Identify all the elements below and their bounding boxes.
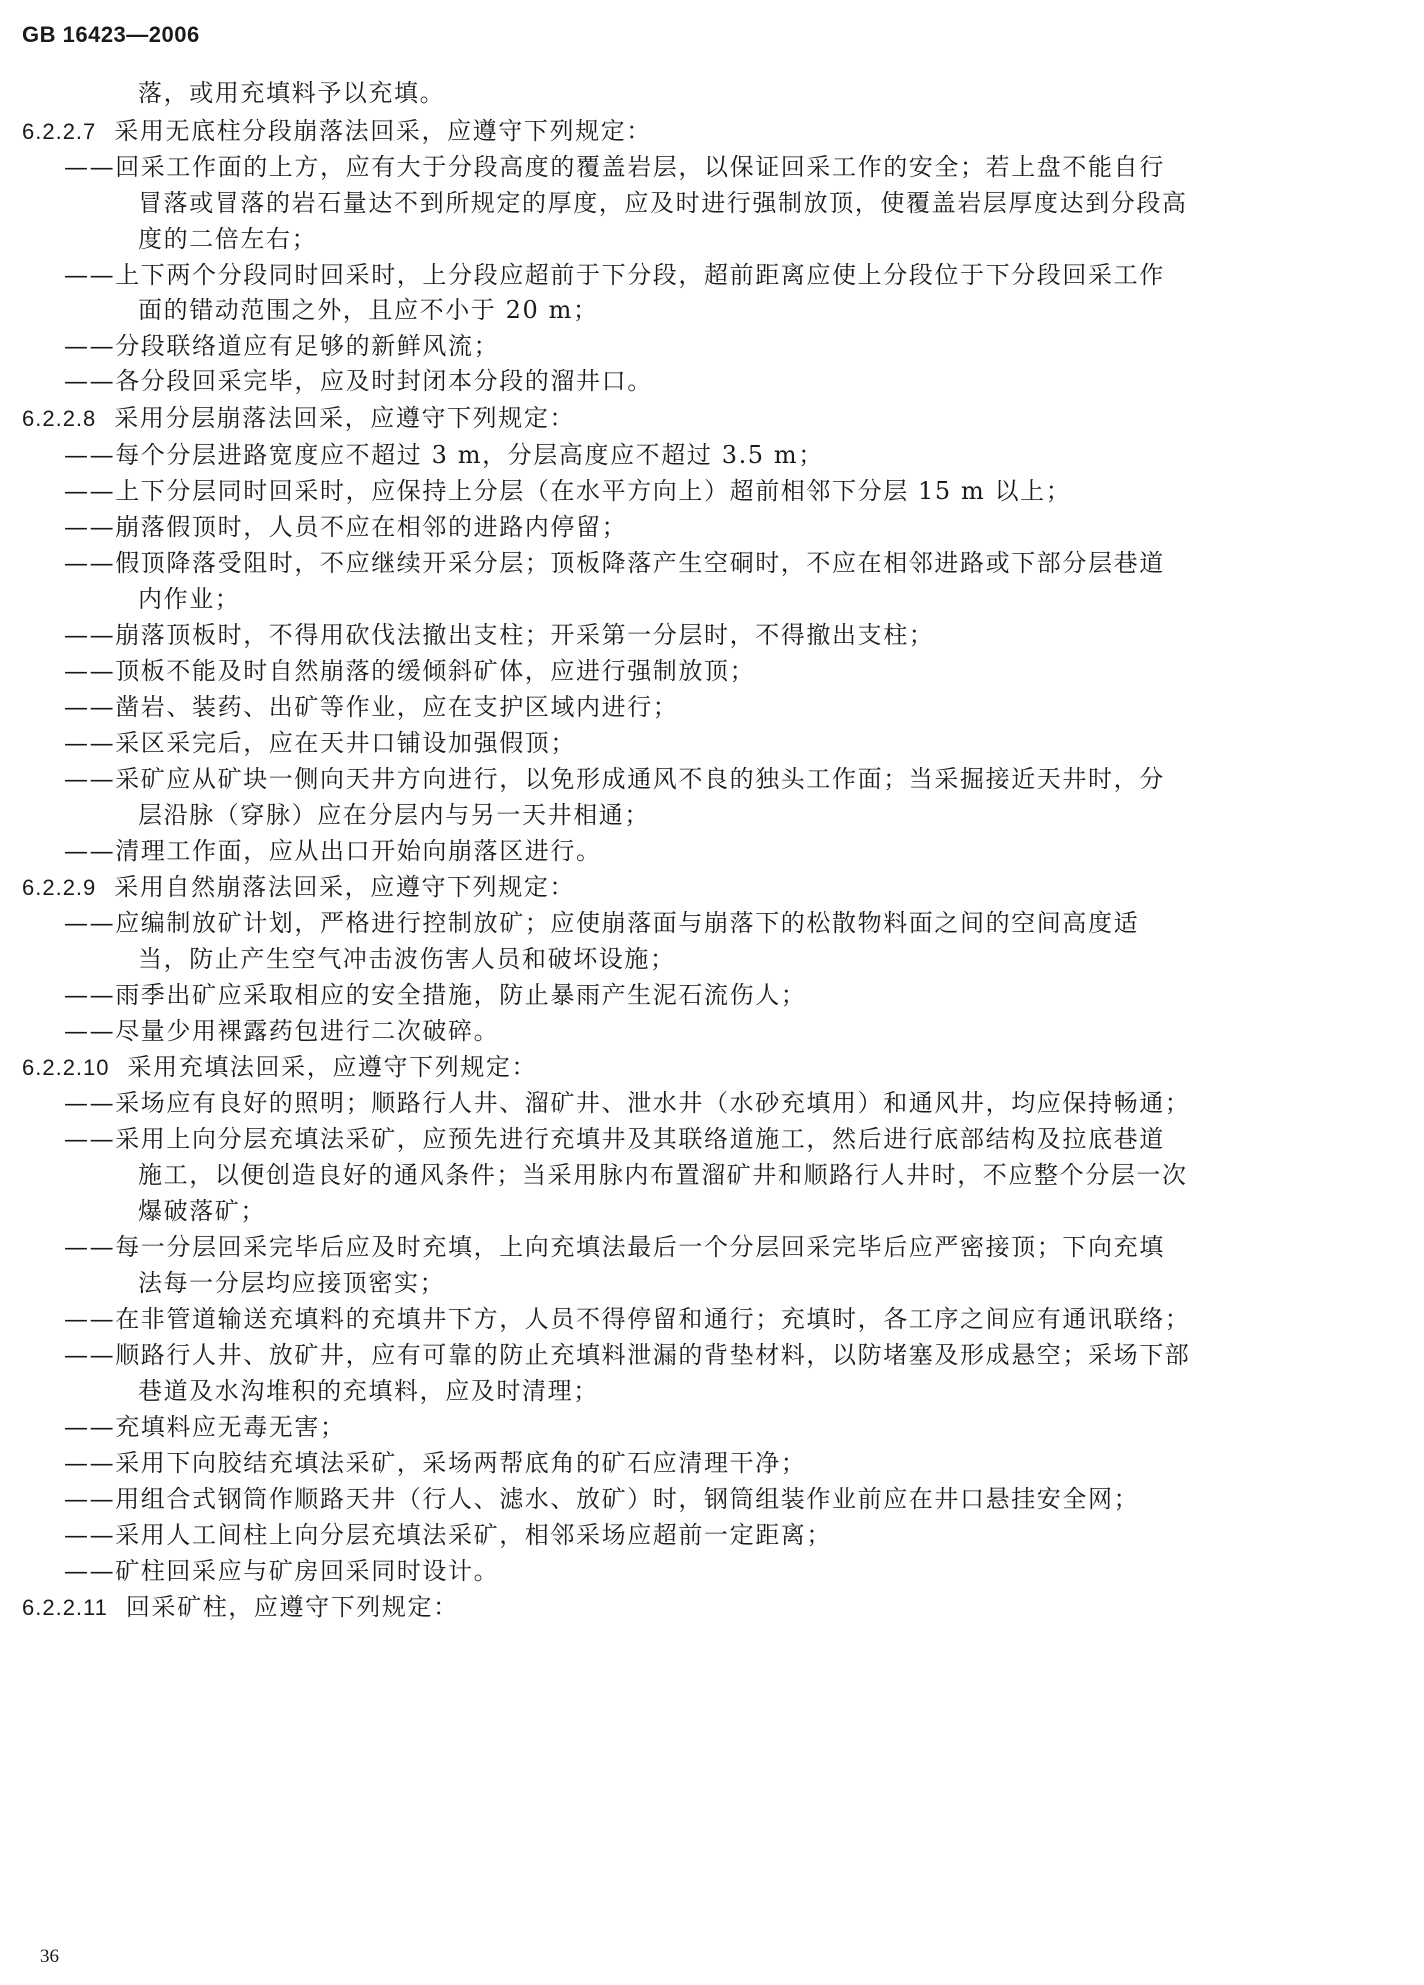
list-item: ——凿岩、装药、出矿等作业，应在支护区域内进行； xyxy=(64,693,679,721)
list-item: ——采场应有良好的照明；顺路行人井、溜矿井、泄水井（水砂充填用）和通风井，均应保持畅通； xyxy=(64,1089,1191,1117)
clause-6-2-2-9 xyxy=(22,872,575,902)
clause-6-2-2-11 xyxy=(22,1592,459,1622)
list-item-continuation: 度的二倍左右； xyxy=(138,225,318,253)
list-item: ——雨季出矿应采取相应的安全措施，防止暴雨产生泥石流伤人； xyxy=(64,981,807,1009)
list-item: ——各分段回采完毕，应及时封闭本分段的溜井口。 xyxy=(64,367,653,395)
list-item: ——崩落顶板时，不得用砍伐法撤出支柱；开采第一分层时，不得撤出支柱； xyxy=(64,621,935,649)
list-item-continuation: 爆破落矿； xyxy=(138,1197,266,1225)
clause-number: 6.2.2.9 xyxy=(22,875,97,900)
clause-title: 采用无底柱分段崩落法回采，应遵守下列规定： xyxy=(114,117,652,145)
clause-title: 采用充填法回采，应遵守下列规定： xyxy=(127,1053,538,1081)
clause-title: 采用自然崩落法回采，应遵守下列规定： xyxy=(114,873,576,901)
list-item: ——回采工作面的上方，应有大于分段高度的覆盖岩层，以保证回采工作的安全；若上盘不能自行 xyxy=(64,153,1165,181)
list-item-continuation: 冒落或冒落的岩石量达不到所规定的厚度，应及时进行强制放顶，使覆盖岩层厚度达到分段高 xyxy=(138,189,1188,217)
clause-title: 采用分层崩落法回采，应遵守下列规定： xyxy=(114,404,576,432)
clause-6-2-2-10 xyxy=(22,1052,537,1082)
page-number: 36 xyxy=(40,1946,59,1967)
list-item: ——采用下向胶结充填法采矿，采场两帮底角的矿石应清理干净； xyxy=(64,1449,807,1477)
list-item-continuation: 施工，以便创造良好的通风条件；当采用脉内布置溜矿井和顺路行人井时，不应整个分层一次 xyxy=(138,1161,1188,1189)
list-item: ——清理工作面，应从出口开始向崩落区进行。 xyxy=(64,837,602,865)
list-item-continuation: 内作业； xyxy=(138,585,241,613)
list-item-continuation: 层沿脉（穿脉）应在分层内与另一天井相通； xyxy=(138,801,650,829)
list-item-continuation: 法每一分层均应接顶密实； xyxy=(138,1269,446,1297)
list-item: ——假顶降落受阻时，不应继续开采分层；顶板降落产生空硐时，不应在相邻进路或下部分层巷道 xyxy=(64,549,1165,577)
clause-title: 回采矿柱，应遵守下列规定： xyxy=(125,1593,459,1621)
list-item: ——上下分层同时回采时，应保持上分层（在水平方向上）超前相邻下分层 15 m 以上； xyxy=(64,477,1072,505)
list-item: ——每个分层进路宽度应不超过 3 m，分层高度应不超过 3.5 m； xyxy=(64,441,824,469)
list-item: ——尽量少用裸露药包进行二次破碎。 xyxy=(64,1017,500,1045)
list-item: ——上下两个分段同时回采时，上分段应超前于下分段，超前距离应使上分段位于下分段回采工作 xyxy=(64,261,1165,289)
body-line: 落，或用充填料予以充填。 xyxy=(138,79,446,107)
list-item: ——充填料应无毒无害； xyxy=(64,1413,346,1441)
list-item: ——在非管道输送充填料的充填井下方，人员不得停留和通行；充填时，各工序之间应有通讯联络； xyxy=(64,1305,1191,1333)
clause-number: 6.2.2.10 xyxy=(22,1055,110,1080)
list-item: ——用组合式钢筒作顺路天井（行人、滤水、放矿）时，钢筒组装作业前应在井口悬挂安全网； xyxy=(64,1485,1140,1513)
clause-number: 6.2.2.11 xyxy=(22,1595,108,1620)
list-item: ——应编制放矿计划，严格进行控制放矿；应使崩落面与崩落下的松散物料面之间的空间高度适 xyxy=(64,909,1140,937)
list-item: ——采用上向分层充填法采矿，应预先进行充填井及其联络道施工，然后进行底部结构及拉底巷道 xyxy=(64,1125,1165,1153)
list-item: ——每一分层回采完毕后应及时充填，上向充填法最后一个分层回采完毕后应严密接顶；下向充填 xyxy=(64,1233,1165,1261)
clause-6-2-2-8 xyxy=(22,403,575,433)
list-item-continuation: 巷道及水沟堆积的充填料，应及时清理； xyxy=(138,1377,599,1405)
list-item-continuation: 当，防止产生空气冲击波伤害人员和破坏设施； xyxy=(138,945,676,973)
clause-6-2-2-7 xyxy=(22,116,652,146)
list-item-continuation: 面的错动范围之外，且应不小于 20 m； xyxy=(138,296,599,324)
list-item: ——顺路行人井、放矿井，应有可靠的防止充填料泄漏的背垫材料，以防堵塞及形成悬空；采场下部 xyxy=(64,1341,1191,1369)
list-item: ——采用人工间柱上向分层充填法采矿，相邻采场应超前一定距离； xyxy=(64,1521,832,1549)
clause-number: 6.2.2.7 xyxy=(22,119,97,144)
list-item: ——崩落假顶时，人员不应在相邻的进路内停留； xyxy=(64,513,628,541)
list-item: ——采矿应从矿块一侧向天井方向进行，以免形成通风不良的独头工作面；当采掘接近天井时，分 xyxy=(64,765,1165,793)
list-item: ——顶板不能及时自然崩落的缓倾斜矿体，应进行强制放顶； xyxy=(64,657,756,685)
clause-number: 6.2.2.8 xyxy=(22,406,97,431)
list-item: ——矿柱回采应与矿房回采同时设计。 xyxy=(64,1557,500,1585)
document-code-header: GB 16423—2006 xyxy=(22,22,200,47)
list-item: ——分段联络道应有足够的新鲜风流； xyxy=(64,332,500,360)
list-item: ——采区采完后，应在天井口铺设加强假顶； xyxy=(64,729,576,757)
